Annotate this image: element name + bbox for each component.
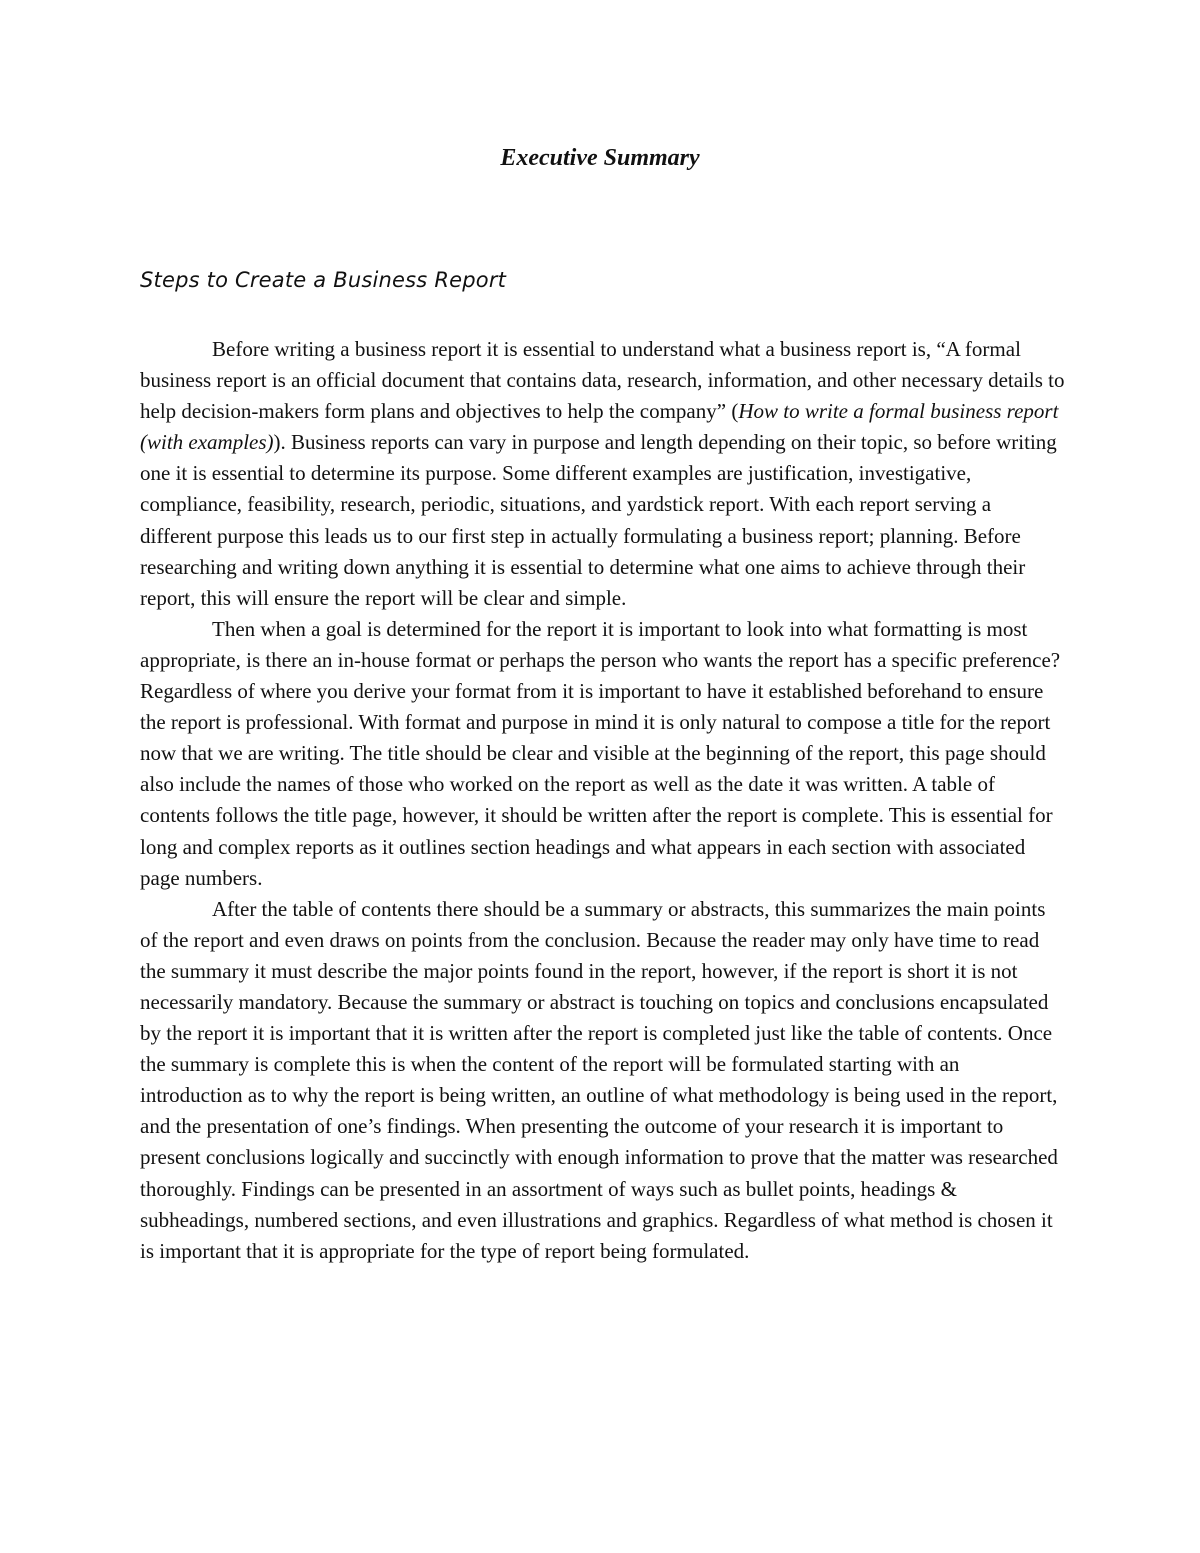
paragraph-1-text-after-citation: ). Business reports can vary in purpose and length depending on their topic, so before writing one it is essential to determine its purpose. Some different examples are justification, investigative, compliance, feasibility, research, periodic, situations, and yardstick report. With each report serving a different purpose this leads us to our first step in actually formulating a business report; planning. Before researching and writing down anything it is essential to determine what one aims to achieve through their report, this will ensure the report will be clear and simple. <box>140 430 1057 610</box>
paragraph-1-text-before-citation: Before writing a business report it is essential to understand what a business report is, “A formal business report is an official document that contains data, research, information, and other necessary details to help decision-makers form plans and objectives to help the company” ( <box>140 337 1065 424</box>
paragraph-2: Then when a goal is determined for the report it is important to look into what formatting is most appropriate, is there an in-house format or perhaps the person who wants the report has a specific preference? Regardless of where you derive your format from it is important to have it established beforehand to ensure the report is professional. With format and purpose in mind it is only natural to compose a title for the report now that we are writing. The title should be clear and visible at the beginning of the report, this page should also include the names of those who worked on the report as well as the date it was written. A table of contents follows the title page, however, it should be written after the report is complete. This is essential for long and complex reports as it outlines section headings and what appears in each section with associated page numbers. <box>140 616 1061 890</box>
paragraph-3: After the table of contents there should be a summary or abstracts, this summarizes the main points of the report and even draws on points from the conclusion. Because the reader may only have time to read the summary it must describe the major points found in the report, however, if the report is short it is not necessarily mandatory. Because the summary or abstract is touching on topics and conclusions encapsulated by the report it is important that it is written after the report is completed just like the table of contents. Once the summary is complete this is when the content of the report will be formulated starting with an introduction as to why the report is being written, an outline of what methodology is being used in the report, and the presentation of one’s findings. When presenting the outcome of your research it is important to present conclusions logically and succinctly with enough information to prove that the matter was researched thoroughly. Findings can be presented in an assortment of ways such as bullet points, headings & subheadings, numbered sections, and even illustrations and graphics. Regardless of what method is chosen it is important that it is appropriate for the type of report being formulated. <box>140 896 1058 1263</box>
page-title: Executive Summary <box>500 145 700 171</box>
citation-title: How to write a formal business report (with examples) <box>140 399 1059 455</box>
section-heading: Steps to Create a Business Report <box>140 268 507 292</box>
body-text <box>140 334 1065 1267</box>
paragraph-1 <box>140 334 1065 614</box>
